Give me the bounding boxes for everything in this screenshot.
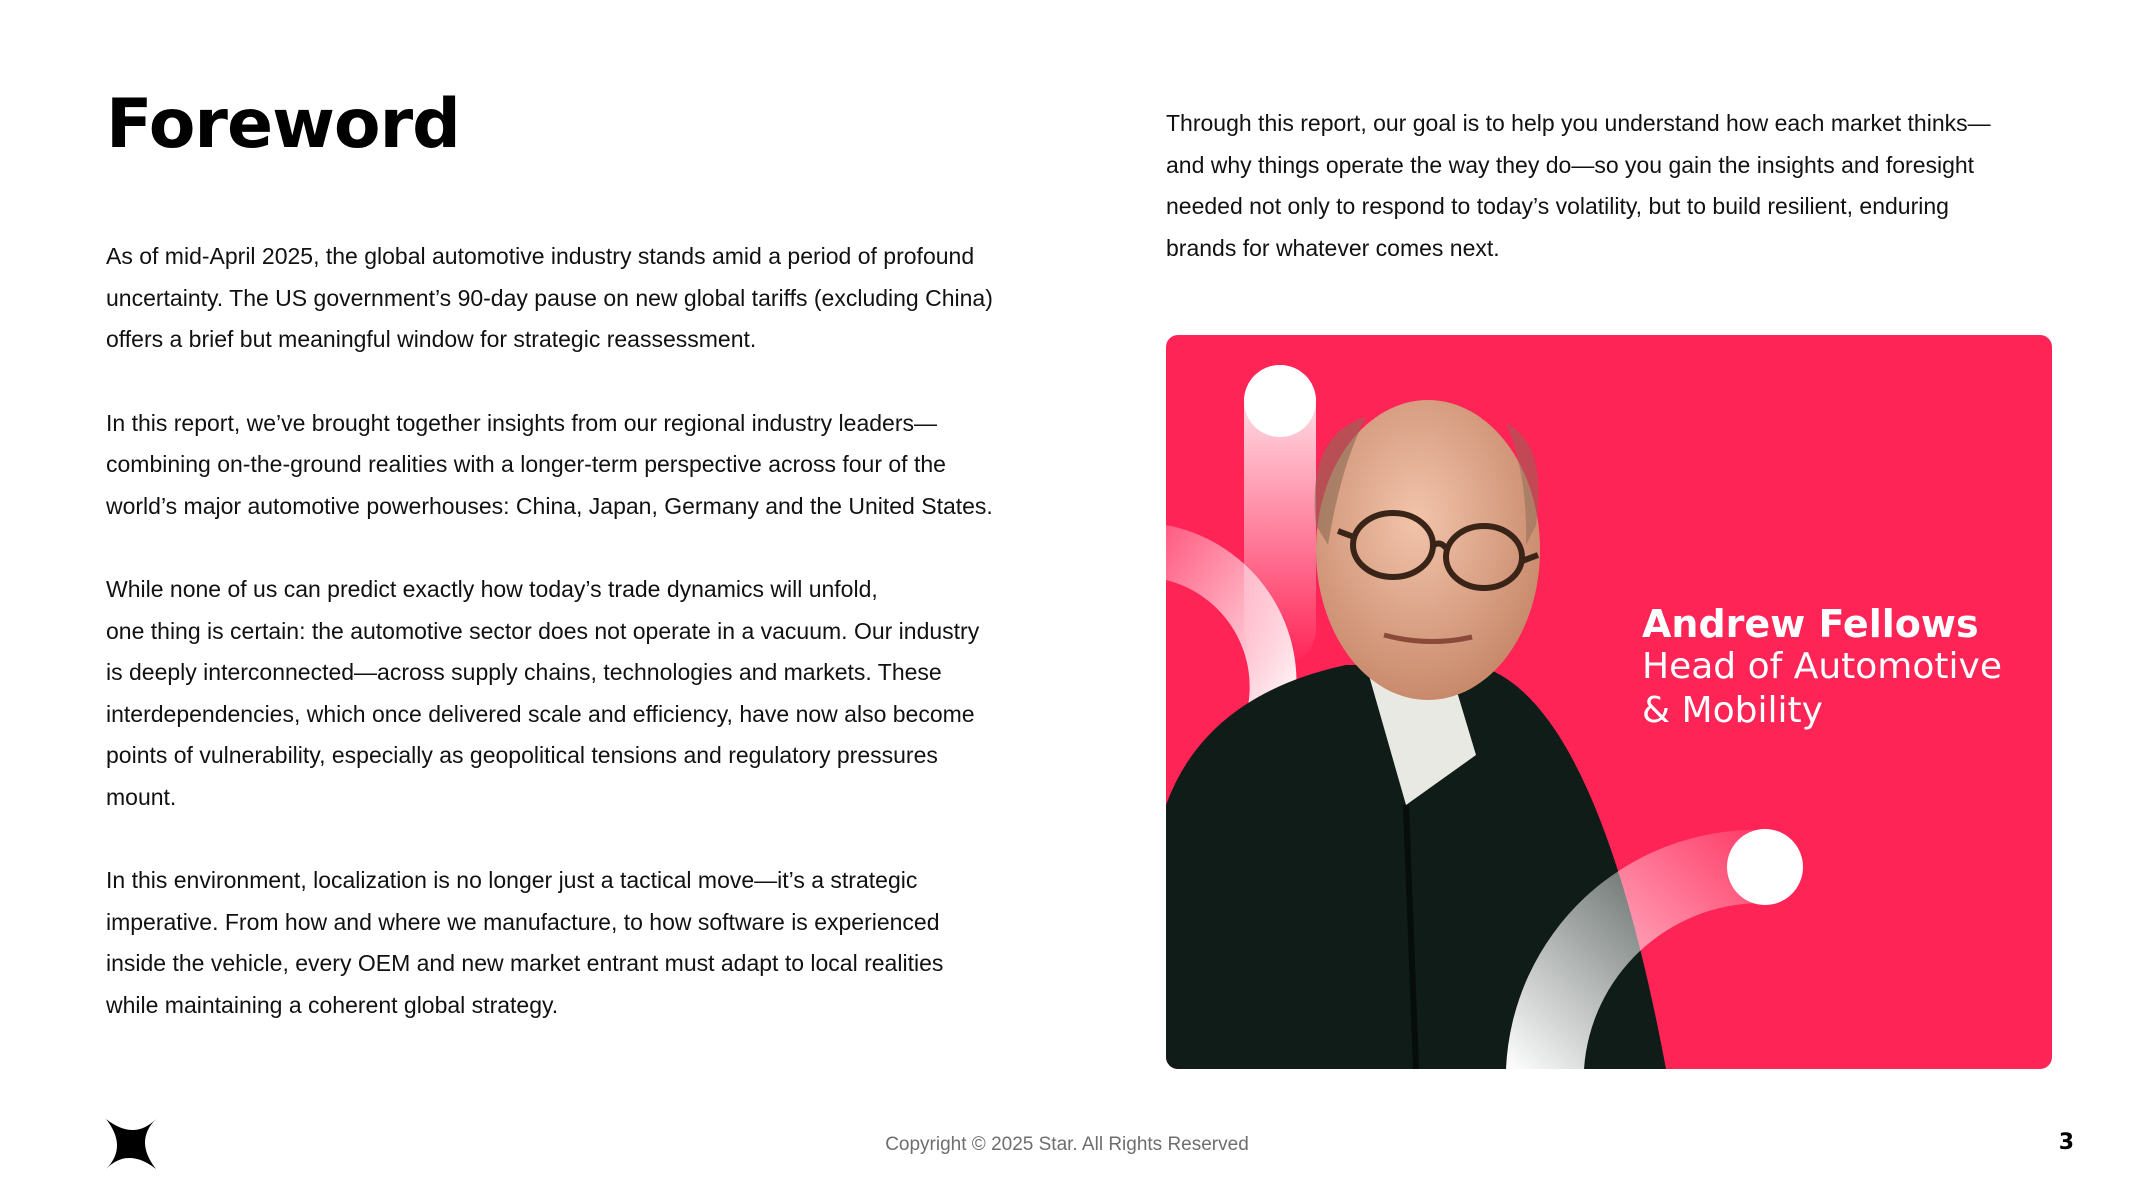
paragraph-3: While none of us can predict exactly how today’s trade dynamics will unfold, one thing is certain: the automotive sector does not operate in a vacuum. Our industry is deeply interconnected—across supply chains, technologies and markets. These interdependencies, which once delivered scale and efficiency, have now also become points of vulnerability, especially as geopolitical tensions and regulatory pressures mount. bbox=[106, 576, 980, 810]
intro-paragraph: Through this report, our goal is to help you understand how each market thinks— and why things operate the way they do—so you gain the insights and foresight needed not only to respond to today’s volatility, but to build resilient, enduring brands for whatever comes next. bbox=[1166, 110, 1991, 261]
paragraph-4: In this environment, localization is no longer just a tactical move—it’s a strategic imperative. From how and where we manufacture, to how software is experienced inside the vehicle, every OEM and new market entrant must adapt to local realities while maintaining a coherent global strategy. bbox=[106, 867, 944, 1018]
paragraph-2: In this report, we’ve brought together insights from our regional industry leaders— combining on-the-ground realities with a longer-term perspective across four of the world’s major automotive powerhouses: China, Japan, Germany and the United States. bbox=[106, 409, 993, 519]
right-column bbox=[1166, 103, 2066, 311]
decorative-circle-bottom bbox=[1727, 829, 1803, 905]
copyright-text: Copyright © 2025 Star. All Rights Reserved bbox=[885, 1134, 1249, 1155]
page-number: 3 bbox=[2058, 1130, 2074, 1155]
paragraph-1: As of mid-April 2025, the global automotive industry stands amid a period of profound uncertainty. The US government’s 90-day pause on new global tariffs (excluding China) offers a brief but meaningful window for strategic reassessment. bbox=[106, 243, 993, 352]
profile-role: Head of Automotive & Mobility bbox=[1642, 646, 2002, 731]
left-column bbox=[106, 236, 1066, 1068]
profile-name: Andrew Fellows bbox=[1642, 602, 1979, 646]
decorative-circle-top bbox=[1244, 365, 1316, 437]
profile-card bbox=[1166, 335, 2052, 1069]
page-title: Foreword bbox=[106, 85, 460, 164]
